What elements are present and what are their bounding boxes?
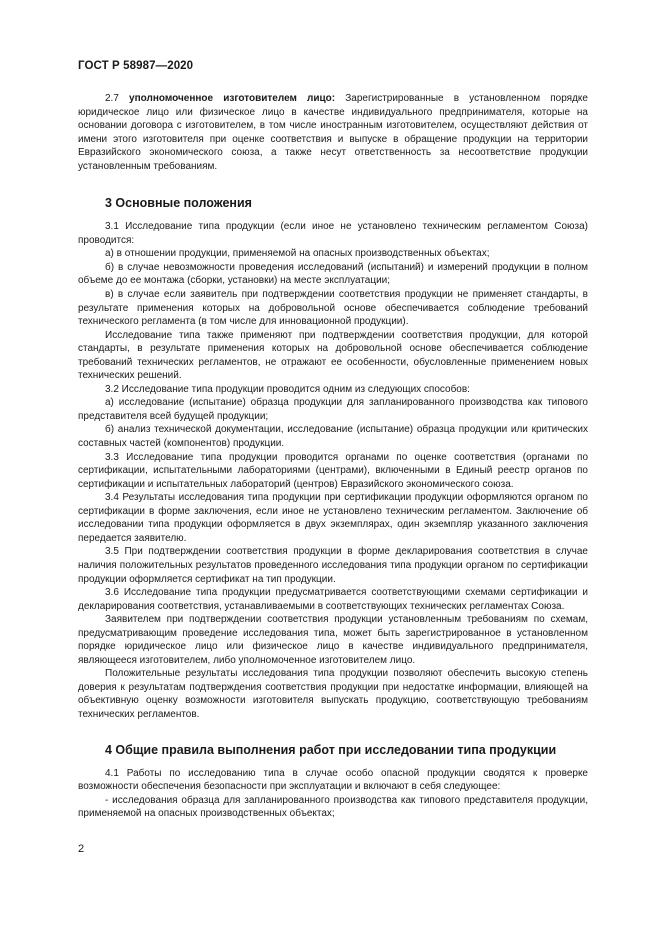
list-item: а) в отношении продукции, применяемой на опасных производственных объектах;: [105, 248, 490, 260]
list-item: - исследования образца для запланированного производства как типового представителя продукции, применяемой на опасных производственных объектах;: [78, 794, 588, 820]
paragraph: 3.4 Результаты исследования типа продукции при сертификации продукции оформляются органом по сертификации в форме заключения, если иное не установлено техническим регламентом. Заключение об исследовании типа продукции оформляется в двух экземплярах, один экземпляр указанного заключения передается заявителю.: [78, 492, 588, 544]
list-item: а) исследование (испытание) образца продукции для запланированного производства как типового представителя всей будущей продукции;: [78, 397, 588, 422]
paragraph: Исследование типа также применяют при подтверждении соответствия продукции, для которой стандарты, в результате применения которых на добровольной основе обеспечивается соблюдение требований технических регламентов, не отражают ее особенности, обусловленные применением новых технических решений.: [78, 329, 588, 382]
paragraph: Положительные результаты исследования типа продукции позволяют обеспечить высокую степень доверия к результатам подтверждения соответствия продукции при недостатке информации, влияющей на объективную оценку возможности изготовителя выпускать продукцию, соответствующую требованиям технических регламентов.: [78, 668, 588, 720]
section-heading-3: 3 Основные положения: [105, 196, 252, 211]
page-content: [78, 92, 588, 821]
clause-2-7: [78, 92, 588, 173]
list-item: б) анализ технической документации, исследование (испытание) образца продукции или критических составных частей (компонентов) продукции.: [78, 424, 588, 450]
paragraph: 3.2 Исследование типа продукции проводится одним из следующих способов:: [105, 383, 470, 395]
term-definition: уполномоченное изготовителем лицо:: [129, 93, 336, 104]
paragraph: 3.3 Исследование типа продукции проводится органами по оценке соответствия (органами по сертификации, испытательными лабораториями (центрами), включенными в Единый реестр органов по сертификации и испытательных лабораторий (центров) Евразийского экономического союза.: [78, 451, 588, 490]
list-item: б) в случае невозможности проведения исследований (испытаний) и измерений продукции в полном объеме до ее монтажа (сборки, установки) на месте эксплуатации;: [78, 261, 588, 287]
list-item: в) в случае если заявитель при подтверждении соответствия продукции не применяет стандарты, в результате применения которых на добровольной основе обеспечивается соблюдение требований технического регламента (в том числе для инновационной продукции).: [78, 289, 588, 328]
paragraph: 3.6 Исследование типа продукции предусматривается соответствующими схемами сертификации и декларирования соответствия, устанавливаемыми в соответствующих технических регламентах Союза.: [78, 587, 588, 612]
paragraph: 4.1 Работы по исследованию типа в случае особо опасной продукции сводятся к проверке возможности обеспечения безопасности при эксплуатации и включают в себя следующее:: [78, 767, 588, 793]
page-number: 2: [78, 843, 85, 855]
paragraph: Заявителем при подтверждении соответствия продукции установленным требованиям по схемам, предусматривающим проведение исследования типа, может быть зарегистрированное в установленном порядке юридическое лицо или физическое лицо в качестве индивидуального предпринимателя, являющееся изготовителем, либо уполномоченное изготовителем лицо.: [78, 614, 588, 666]
document-code: ГОСТ Р 58987—2020: [78, 60, 194, 72]
paragraph: 3.5 При подтверждении соответствия продукции в форме декларирования соответствия в случае наличия положительных результатов проведенного исследования типа продукции органом по сертификации продукции оформляется сертификат на тип продукции.: [78, 546, 588, 585]
paragraph: 3.1 Исследование типа продукции (если иное не установлено техническим регламентом Союза) проводится:: [78, 221, 588, 246]
clause-number: 2.7: [105, 93, 119, 104]
section-heading-4: 4 Общие правила выполнения работ при исследовании типа продукции: [105, 742, 557, 757]
clause-text: Зарегистрированные в установленном порядке юридическое лицо или физическое лицо в качестве индивидуального предпринимателя, которые на основании договора с изготовителем, в том числе иностранным изготовителем, осуществляют действия от имени этого изготовителя при оценке соответствия и выпуске в обращение продукции на территории Евразийского экономического союза, а также несут ответственность за несоответствие продукции установленным требованиям.: [78, 93, 588, 172]
